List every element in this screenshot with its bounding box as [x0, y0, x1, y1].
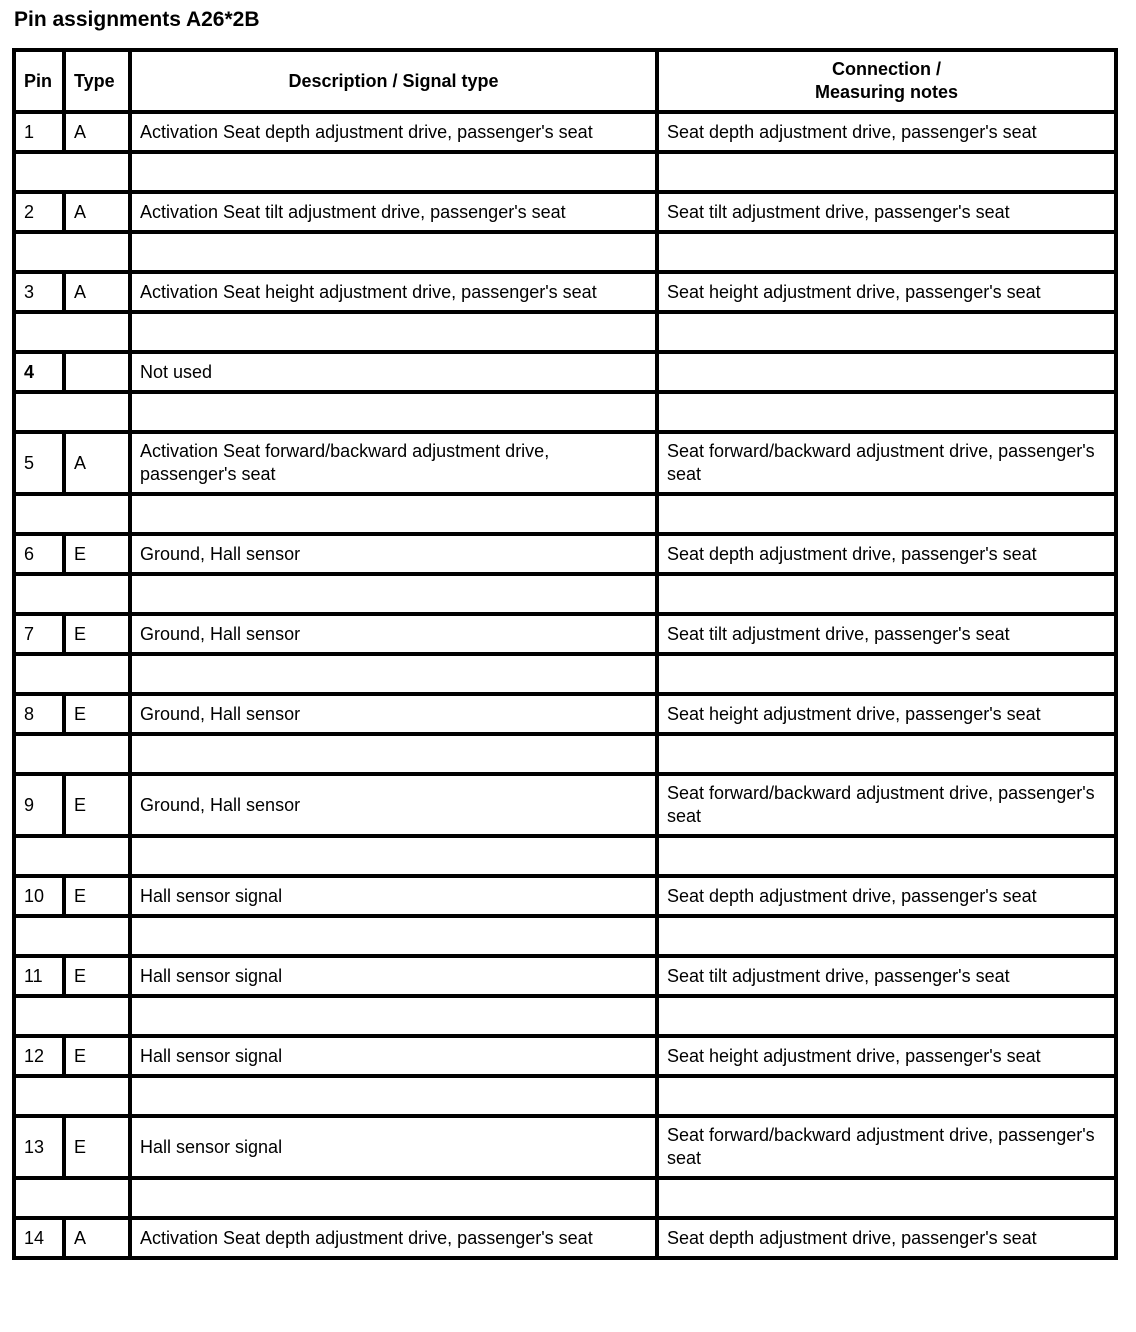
spacer-cell	[657, 996, 1116, 1036]
spacer-cell	[130, 1178, 657, 1218]
pin-cell: 5	[14, 432, 64, 494]
table-row	[14, 352, 1116, 392]
spacer-cell	[130, 734, 657, 774]
pin-cell: 13	[14, 1116, 64, 1178]
header-row	[14, 50, 1116, 112]
spacer-cell	[657, 1076, 1116, 1116]
connection-cell: Seat tilt adjustment drive, passenger's seat	[657, 614, 1116, 654]
connection-cell: Seat height adjustment drive, passenger's seat	[657, 694, 1116, 734]
table-row	[14, 774, 1116, 836]
column-header-connection-line2: Measuring notes	[814, 82, 959, 102]
table-row	[14, 192, 1116, 232]
type-cell: A	[64, 432, 130, 494]
spacer-row	[14, 916, 1116, 956]
spacer-cell	[657, 152, 1116, 192]
spacer-row	[14, 1076, 1116, 1116]
pin-cell: 2	[14, 192, 64, 232]
spacer-cell	[130, 152, 657, 192]
connection-cell: Seat height adjustment drive, passenger's seat	[657, 272, 1116, 312]
connection-cell: Seat depth adjustment drive, passenger's seat	[657, 876, 1116, 916]
type-cell: E	[64, 774, 130, 836]
type-cell: A	[64, 112, 130, 152]
pin-cell: 14	[14, 1218, 64, 1258]
spacer-cell	[130, 996, 657, 1036]
table-row	[14, 1218, 1116, 1258]
type-cell: E	[64, 1116, 130, 1178]
spacer-cell	[657, 836, 1116, 876]
spacer-row	[14, 1178, 1116, 1218]
description-cell: Not used	[130, 352, 657, 392]
type-cell: A	[64, 272, 130, 312]
spacer-cell	[657, 734, 1116, 774]
spacer-cell	[130, 654, 657, 694]
spacer-cell	[14, 312, 130, 352]
spacer-row	[14, 574, 1116, 614]
spacer-cell	[130, 916, 657, 956]
pin-assignment-table	[12, 48, 1118, 1260]
table-row	[14, 1116, 1116, 1178]
connection-cell: Seat height adjustment drive, passenger's seat	[657, 1036, 1116, 1076]
spacer-cell	[657, 392, 1116, 432]
description-cell: Ground, Hall sensor	[130, 534, 657, 574]
pin-cell: 4	[14, 352, 64, 392]
description-cell: Ground, Hall sensor	[130, 614, 657, 654]
description-cell: Hall sensor signal	[130, 876, 657, 916]
spacer-row	[14, 392, 1116, 432]
spacer-cell	[14, 836, 130, 876]
spacer-cell	[14, 574, 130, 614]
pin-cell: 3	[14, 272, 64, 312]
description-cell: Hall sensor signal	[130, 956, 657, 996]
pin-cell: 10	[14, 876, 64, 916]
description-cell: Ground, Hall sensor	[130, 694, 657, 734]
pin-cell: 7	[14, 614, 64, 654]
pin-cell: 11	[14, 956, 64, 996]
spacer-cell	[657, 654, 1116, 694]
type-cell: A	[64, 192, 130, 232]
spacer-cell	[14, 1076, 130, 1116]
table-row	[14, 534, 1116, 574]
table-row	[14, 432, 1116, 494]
description-cell: Activation Seat depth adjustment drive, passenger's seat	[130, 112, 657, 152]
description-cell: Activation Seat forward/backward adjustment drive, passenger's seat	[130, 432, 657, 494]
spacer-cell	[130, 494, 657, 534]
table-row	[14, 1036, 1116, 1076]
spacer-cell	[657, 574, 1116, 614]
connection-cell: Seat forward/backward adjustment drive, passenger's seat	[657, 774, 1116, 836]
pin-cell: 1	[14, 112, 64, 152]
spacer-cell	[130, 1076, 657, 1116]
spacer-cell	[14, 654, 130, 694]
connection-cell: Seat forward/backward adjustment drive, passenger's seat	[657, 432, 1116, 494]
type-cell: A	[64, 1218, 130, 1258]
description-cell: Hall sensor signal	[130, 1116, 657, 1178]
table-row	[14, 112, 1116, 152]
spacer-cell	[14, 1178, 130, 1218]
spacer-cell	[14, 916, 130, 956]
description-cell: Hall sensor signal	[130, 1036, 657, 1076]
description-cell: Ground, Hall sensor	[130, 774, 657, 836]
pin-cell: 12	[14, 1036, 64, 1076]
spacer-cell	[14, 152, 130, 192]
page-title: Pin assignments A26*2B	[14, 8, 260, 31]
table-row	[14, 694, 1116, 734]
connection-cell: Seat tilt adjustment drive, passenger's seat	[657, 956, 1116, 996]
pin-cell: 8	[14, 694, 64, 734]
spacer-cell	[657, 312, 1116, 352]
spacer-row	[14, 734, 1116, 774]
spacer-cell	[14, 996, 130, 1036]
spacer-cell	[130, 232, 657, 272]
spacer-row	[14, 494, 1116, 534]
spacer-cell	[14, 734, 130, 774]
spacer-cell	[130, 836, 657, 876]
spacer-cell	[14, 232, 130, 272]
table-row	[14, 956, 1116, 996]
column-header-description: Description / Signal type	[130, 50, 657, 112]
table-row	[14, 614, 1116, 654]
connection-cell: Seat forward/backward adjustment drive, passenger's seat	[657, 1116, 1116, 1178]
pin-cell: 6	[14, 534, 64, 574]
table-row	[14, 272, 1116, 312]
type-cell	[64, 352, 130, 392]
spacer-cell	[657, 232, 1116, 272]
column-header-type: Type	[64, 50, 130, 112]
column-header-pin: Pin	[14, 50, 64, 112]
type-cell: E	[64, 614, 130, 654]
spacer-row	[14, 312, 1116, 352]
column-header-connection	[657, 50, 1116, 112]
spacer-cell	[130, 312, 657, 352]
spacer-cell	[130, 574, 657, 614]
description-cell: Activation Seat depth adjustment drive, passenger's seat	[130, 1218, 657, 1258]
spacer-row	[14, 996, 1116, 1036]
spacer-cell	[657, 916, 1116, 956]
connection-cell: Seat depth adjustment drive, passenger's seat	[657, 112, 1116, 152]
spacer-cell	[14, 392, 130, 432]
spacer-row	[14, 654, 1116, 694]
type-cell: E	[64, 956, 130, 996]
connection-cell	[657, 352, 1116, 392]
spacer-cell	[657, 494, 1116, 534]
column-header-connection-line1: Connection /	[832, 59, 941, 79]
spacer-row	[14, 152, 1116, 192]
type-cell: E	[64, 1036, 130, 1076]
connection-cell: Seat depth adjustment drive, passenger's seat	[657, 534, 1116, 574]
description-cell: Activation Seat height adjustment drive, passenger's seat	[130, 272, 657, 312]
pin-cell: 9	[14, 774, 64, 836]
spacer-row	[14, 232, 1116, 272]
connection-cell: Seat tilt adjustment drive, passenger's seat	[657, 192, 1116, 232]
spacer-cell	[657, 1178, 1116, 1218]
type-cell: E	[64, 876, 130, 916]
connection-cell: Seat depth adjustment drive, passenger's seat	[657, 1218, 1116, 1258]
spacer-cell	[14, 494, 130, 534]
description-cell: Activation Seat tilt adjustment drive, passenger's seat	[130, 192, 657, 232]
type-cell: E	[64, 534, 130, 574]
spacer-cell	[130, 392, 657, 432]
type-cell: E	[64, 694, 130, 734]
spacer-row	[14, 836, 1116, 876]
table-row	[14, 876, 1116, 916]
